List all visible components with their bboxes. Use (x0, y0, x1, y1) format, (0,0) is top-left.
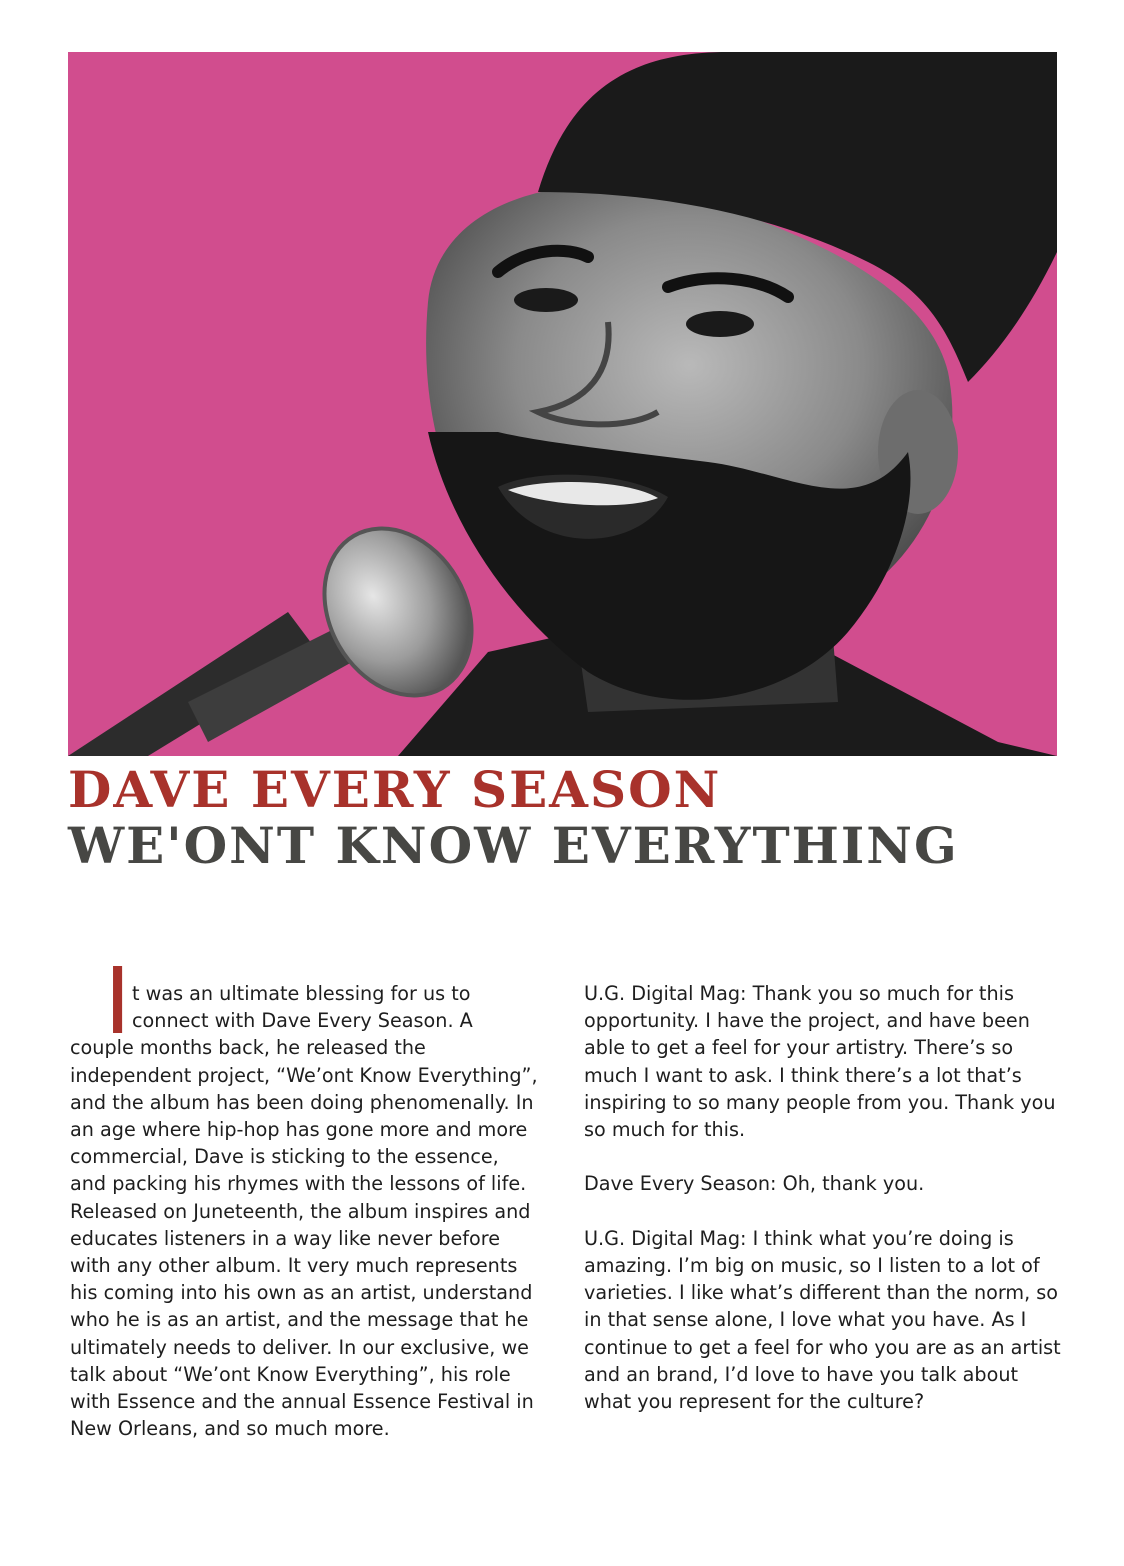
interview-answer-1: Dave Every Season: Oh, thank you. (584, 1172, 925, 1196)
drop-cap: I (104, 948, 132, 1055)
portrait-illustration (68, 52, 1057, 756)
interview-column (584, 980, 1064, 1442)
interview-question-2: U.G. Digital Mag: I think what you’re doing is amazing. I’m big on music, so I listen to a lot of varieties. I like what’s different than the norm, so in that sense alone, I love what you have. As I continue to get a feel for who you are as an artist and an brand, I’d love to have you talk about what you represent for the culture? (584, 1226, 1061, 1414)
headline-artist-name: DAVE EVERY SEASON (68, 760, 722, 819)
interview-question-1: U.G. Digital Mag: Thank you so much for this opportunity. I have the project, and have been able to get a feel for your artistry. There’s so much I want to ask. I think there’s a lot that’s inspiring to so many people from you. Thank you so much for this. (584, 982, 1056, 1142)
hero-photo (68, 52, 1057, 756)
article-headline (68, 762, 1068, 874)
intro-column (70, 948, 540, 1442)
intro-paragraph: t was an ultimate blessing for us to connect with Dave Every Season. A couple months back, he released the independent project, “We’ont Know Everything”, and the album has been doing phenomenally. In an age where hip-hop has gone more and more commercial, Dave is sticking to the essence, and packing his rhymes with the lessons of life. Released on Juneteenth, the album inspires and educates listeners in a way like never before with any other album. It very much represents his coming into his own as an artist, understand who he is as an artist, and the message that he ultimately needs to deliver. In our exclusive, we talk about “We’ont Know Everything”, his role with Essence and the annual Essence Festival in New Orleans, and so much more. (70, 982, 538, 1441)
headline-album-title: WE'ONT KNOW EVERYTHING (68, 816, 959, 875)
